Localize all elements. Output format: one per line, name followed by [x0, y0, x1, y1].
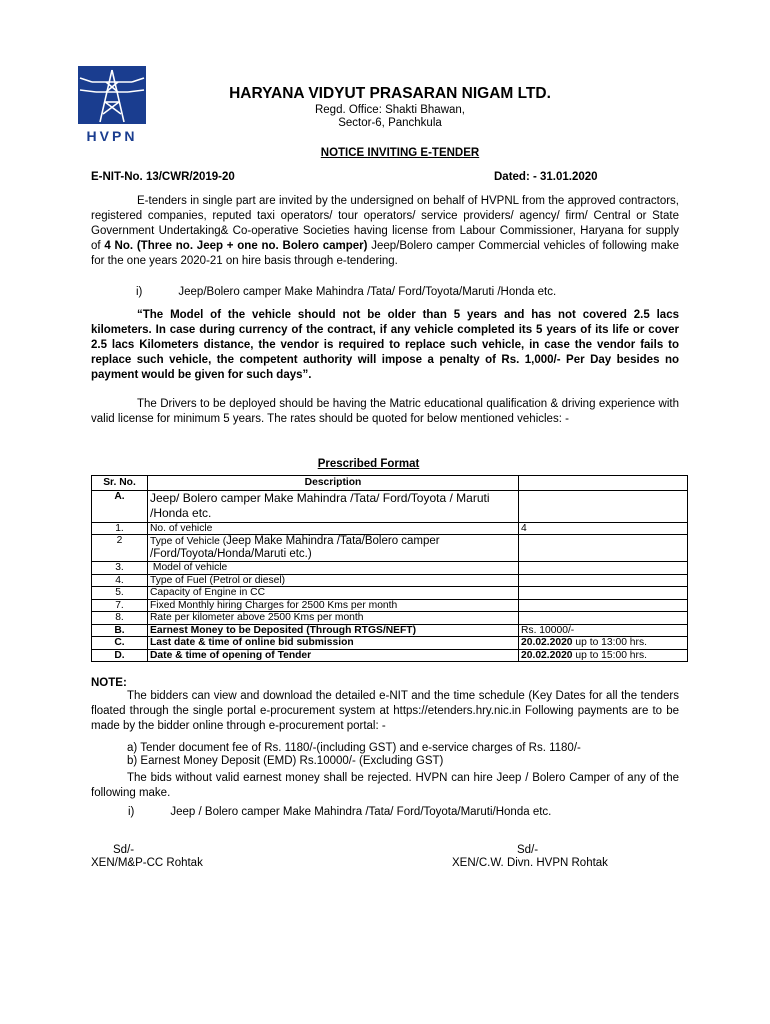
intro-text-bold: 4 No. (Three no. Jeep + one no. Bolero camper) — [104, 239, 368, 252]
item-marker: i) — [136, 286, 143, 298]
row-value: Rs. 10000/- — [519, 624, 688, 637]
logo-text: HVPN — [86, 128, 138, 144]
hvpn-logo — [78, 66, 146, 146]
row-sr: 4. — [92, 574, 148, 587]
row-value-date: 20.02.2020 — [521, 637, 573, 649]
row-sr: 7. — [92, 599, 148, 612]
row-sr: 2 — [92, 535, 148, 562]
vehicle-condition-paragraph: “The Model of the vehicle should not be older than 5 years and has not covered 2.5 lacs kilometers. In case during currency of the contract, if any vehicle completed its 5 years of its life or cover 2.5 lacs Kilometers distance, the vendor is required to replace such vehicle, in case the vendor fails to replace such vehicle, the competent authority will impose a penalty of Rs. 1,000/- Per Day besides no payment would be given for such days”. — [91, 309, 679, 381]
table-row — [92, 535, 688, 562]
row-desc-small: Type of Vehicle ( — [150, 536, 227, 548]
row-desc: Earnest Money to be Deposited (Through RTGS/NEFT) — [148, 624, 519, 637]
table-row — [92, 574, 688, 587]
item-text: Jeep/Bolero camper Make Mahindra /Tata/ Ford/Toyota/Maruti /Honda etc. — [178, 286, 557, 298]
notice-title: NOTICE INVITING E-TENDER — [320, 147, 480, 159]
intro-text-after: Jeep/Bolero camper Commercial vehicles of following make for the one years 2020-21 on hire basis through e-tendering. — [91, 239, 679, 267]
row-desc: Capacity of Engine in CC — [148, 587, 519, 600]
row-desc-big: Jeep Make Mahindra /Tata/Bolero camper /Ford/Toyota/Honda/Maruti etc.) — [150, 535, 440, 561]
row-value — [519, 535, 688, 562]
note-paragraph-2: The bids without valid earnest money shall be rejected. HVPN can hire Jeep / Bolero Camper of any of the following make. — [91, 772, 679, 799]
row-desc: Rate per kilometer above 2500 Kms per month — [148, 612, 519, 625]
table-row — [92, 490, 688, 522]
table-row — [92, 624, 688, 637]
table-row — [92, 522, 688, 535]
row-sr: A. — [92, 490, 148, 522]
intro-text-before: E-tenders in single part are invited by the undersigned on behalf of HVPNL from the approved contractors, registered companies, reputed taxi operators/ tour operators/ service providers/ agency/ firm/ Central or State Government Undertaking& Co-operative Societies having license from Labour Commissioner, Haryana for supply of — [91, 195, 679, 252]
left-signature: Sd/- — [113, 844, 135, 856]
table-row — [92, 599, 688, 612]
row-value: 4 — [519, 522, 688, 535]
table-row — [92, 612, 688, 625]
drivers-paragraph: The Drivers to be deployed should be having the Matric educational qualification & driving experience with valid license for minimum 5 years. The rates should be quoted for below mentioned vehicles: - — [91, 398, 679, 425]
item-marker: i) — [128, 806, 135, 818]
row-value — [519, 649, 688, 662]
row-value-date: 20.02.2020 — [521, 649, 573, 661]
note-item-b: b) Earnest Money Deposit (EMD) Rs.10000/- (Excluding GST) — [127, 755, 444, 767]
row-sr: 3. — [92, 562, 148, 575]
row-sr: D. — [92, 649, 148, 662]
row-sr: 8. — [92, 612, 148, 625]
row-value-time: up to 15:00 hrs. — [572, 649, 647, 661]
row-sr: 1. — [92, 522, 148, 535]
address-line-2: Sector-6, Panchkula — [338, 117, 442, 129]
prescribed-format-table — [91, 475, 688, 662]
row-sr: B. — [92, 624, 148, 637]
note-item-a: a) Tender document fee of Rs. 1180/-(including GST) and e-service charges of Rs. 1180/- — [127, 742, 581, 754]
notice-date: Dated: - 31.01.2020 — [494, 171, 598, 183]
header-value — [519, 476, 688, 491]
table-row — [92, 587, 688, 600]
row-desc: No. of vehicle — [148, 522, 519, 535]
table-row — [92, 637, 688, 650]
row-desc: Last date & time of online bid submission — [148, 637, 519, 650]
row-value — [519, 612, 688, 625]
row-desc: Type of Fuel (Petrol or diesel) — [148, 574, 519, 587]
transmission-tower-icon — [78, 66, 146, 146]
address-line-1: Regd. Office: Shakti Bhawan, — [314, 104, 465, 116]
row-sr: C. — [92, 637, 148, 650]
header-description: Description — [148, 476, 519, 491]
row-desc: Model of vehicle — [148, 562, 519, 575]
prescribed-format-title: Prescribed Format — [317, 458, 420, 470]
row-value — [519, 599, 688, 612]
note-paragraph-1: The bidders can view and download the detailed e-NIT and the time schedule (Key Dates for all the tenders floated through the single portal e-procurement system at https://etenders.hry.nic.in Following payments are to be made by the bidder online through e-procurement portal: - — [91, 690, 679, 732]
row-value — [519, 490, 688, 522]
enit-number: E-NIT-No. 13/CWR/2019-20 — [91, 171, 235, 183]
right-signature: Sd/- — [517, 844, 539, 856]
row-value — [519, 562, 688, 575]
row-value — [519, 574, 688, 587]
table-row — [92, 649, 688, 662]
right-signatory-title: XEN/C.W. Divn. HVPN Rohtak — [452, 857, 608, 869]
left-signatory-title: XEN/M&P-CC Rohtak — [91, 857, 203, 869]
organization-name: HARYANA VIDYUT PRASARAN NIGAM LTD. — [229, 85, 551, 102]
row-desc: Fixed Monthly hiring Charges for 2500 Kms per month — [148, 599, 519, 612]
row-desc: Jeep/ Bolero camper Make Mahindra /Tata/ Ford/Toyota / Maruti /Honda etc. — [148, 490, 519, 522]
vehicle-make-item — [136, 285, 556, 300]
table-header-row — [92, 476, 688, 491]
note-vehicle-make-item — [128, 805, 551, 820]
note-title: NOTE: — [91, 677, 127, 689]
row-desc — [148, 535, 519, 562]
row-value-time: up to 13:00 hrs. — [572, 637, 647, 649]
row-sr: 5. — [92, 587, 148, 600]
row-value — [519, 587, 688, 600]
row-desc: Date & time of opening of Tender — [148, 649, 519, 662]
header-sr-no: Sr. No. — [92, 476, 148, 491]
row-value — [519, 637, 688, 650]
intro-paragraph — [91, 194, 679, 269]
table-row — [92, 562, 688, 575]
item-text: Jeep / Bolero camper Make Mahindra /Tata/ Ford/Toyota/Maruti/Honda etc. — [170, 806, 552, 818]
